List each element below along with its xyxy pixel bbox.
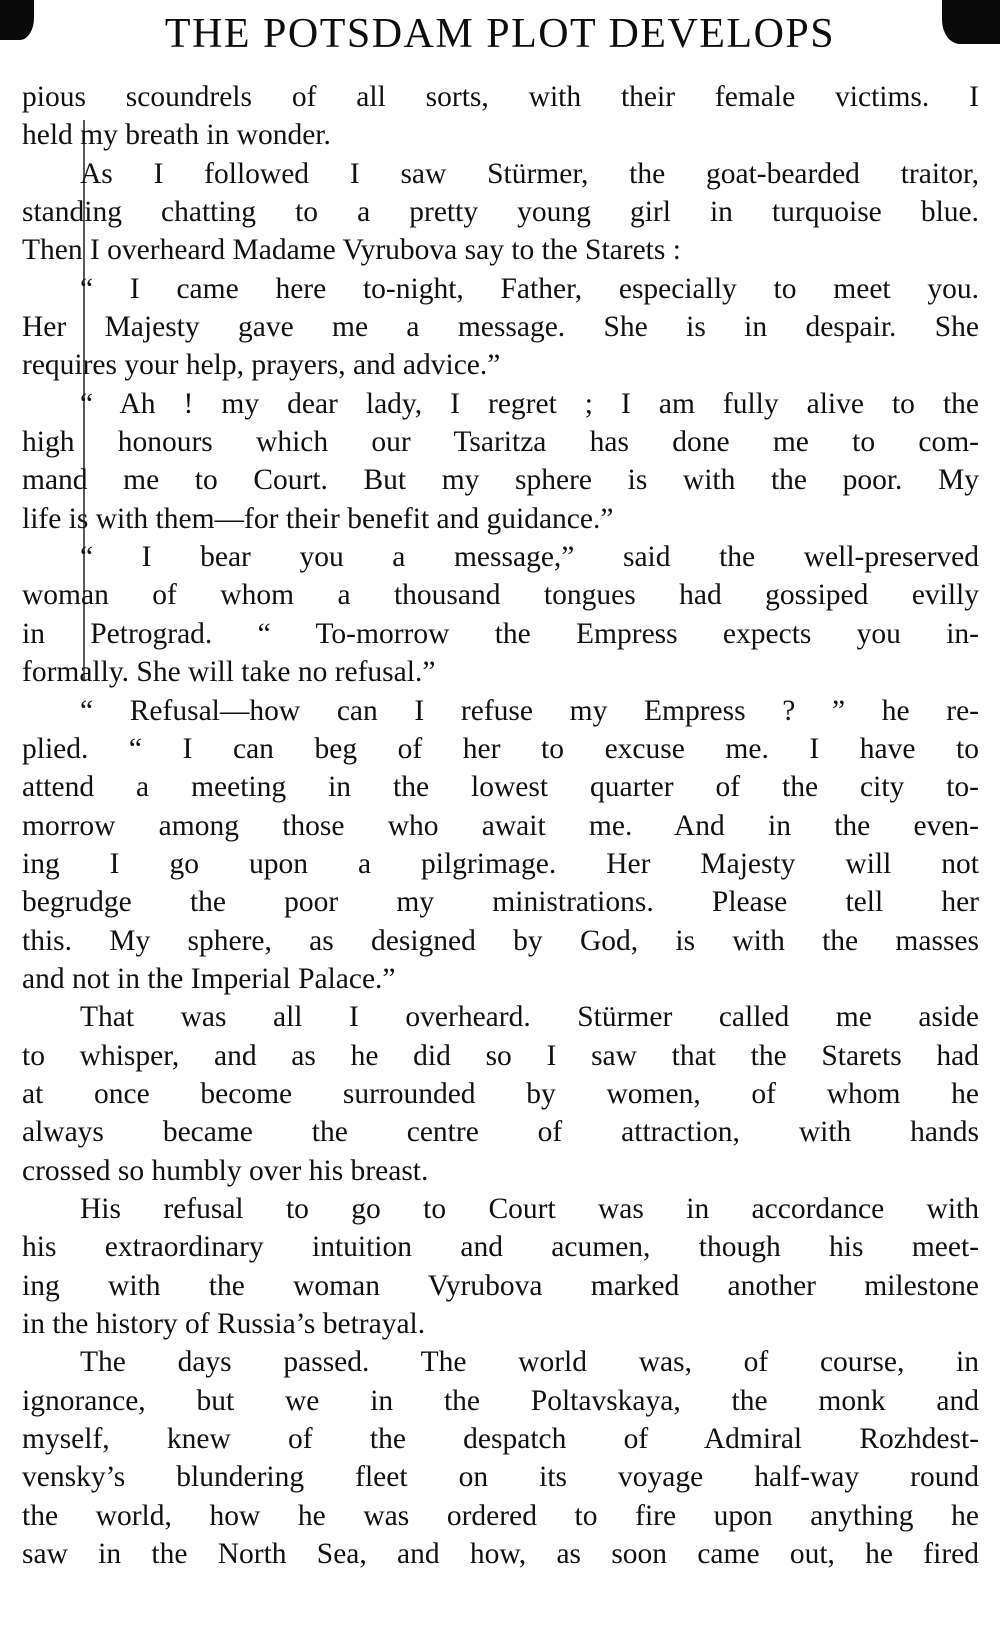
text-line: at once become surrounded by women, of whom he	[22, 1077, 979, 1110]
running-head: THE POTSDAM PLOT DEVELOPS	[164, 11, 836, 57]
text-line: ing I go upon a pilgrimage. Her Majesty will not	[22, 847, 979, 880]
text-line: mand me to Court. But my sphere is with the poor. My	[22, 464, 979, 497]
text-line: high honours which our Tsaritza has done me to com-	[22, 426, 979, 459]
text-line: in the history of Russia’s betrayal.	[22, 1308, 426, 1340]
text-line: crossed so humbly over his breast.	[22, 1154, 429, 1187]
text-line: Then I overheard Madame Vyrubova say to the Starets :	[22, 234, 681, 267]
text-line: “ Ah ! my dear lady, I regret ; I am fully alive to the	[80, 387, 979, 420]
text-line: the world, how he was ordered to fire upon anything he	[22, 1499, 979, 1532]
text-line: standing chatting to a pretty young girl in turquoise blue.	[22, 196, 979, 229]
text-line: woman of whom a thousand tongues had gossiped evilly	[22, 579, 979, 612]
body-text	[22, 78, 979, 1573]
text-line: pious scoundrels of all sorts, with their female victims. I	[22, 81, 979, 113]
text-line: begrudge the poor my ministrations. Please tell her	[22, 886, 979, 919]
text-line: life is with them—for their benefit and guidance.”	[22, 502, 614, 535]
text-line: “ I came here to-night, Father, especially to meet you.	[80, 272, 979, 305]
text-line: vensky’s blundering fleet on its voyage half-way round	[22, 1461, 979, 1494]
text-line: morrow among those who await me. And in the even-	[22, 809, 979, 842]
text-line: As I followed I saw Stürmer, the goat-bearded traitor,	[80, 157, 979, 190]
text-line: ing with the woman Vyrubova marked another milestone	[22, 1269, 979, 1302]
text-line: this. My sphere, as designed by God, is with the masses	[22, 924, 979, 957]
text-line: and not in the Imperial Palace.”	[22, 962, 396, 995]
text-line: always became the centre of attraction, with hands	[22, 1116, 979, 1149]
text-line: His refusal to go to Court was in accordance with	[80, 1192, 979, 1225]
text-line: his extraordinary intuition and acumen, though his meet-	[22, 1231, 979, 1264]
text-line: The days passed. The world was, of course, in	[80, 1346, 979, 1379]
text-line: requires your help, prayers, and advice.”	[22, 349, 501, 382]
text-line: “ Refusal—how can I refuse my Empress ? ” he re-	[80, 694, 979, 727]
text-line: myself, knew of the despatch of Admiral Rozhdest-	[22, 1423, 979, 1456]
text-line: to whisper, and as he did so I saw that the Starets had	[22, 1039, 979, 1072]
text-line: in Petrograd. “ To-morrow the Empress expects you in-	[22, 617, 979, 650]
text-line: plied. “ I can beg of her to excuse me. I have to	[22, 732, 979, 765]
text-line: “ I bear you a message,” said the well-preserved	[80, 541, 979, 574]
text-line: ignorance, but we in the Poltavskaya, the monk and	[22, 1384, 979, 1417]
text-line: saw in the North Sea, and how, as soon came out, he fired	[22, 1538, 979, 1571]
text-line: formally. She will take no refusal.”	[22, 656, 436, 689]
text-line: That was all I overheard. Stürmer called me aside	[80, 1001, 979, 1034]
text-line: attend a meeting in the lowest quarter of the city to-	[22, 771, 979, 804]
text-line: held my breath in wonder.	[22, 119, 331, 152]
text-line: Her Majesty gave me a message. She is in despair. She	[22, 311, 979, 344]
